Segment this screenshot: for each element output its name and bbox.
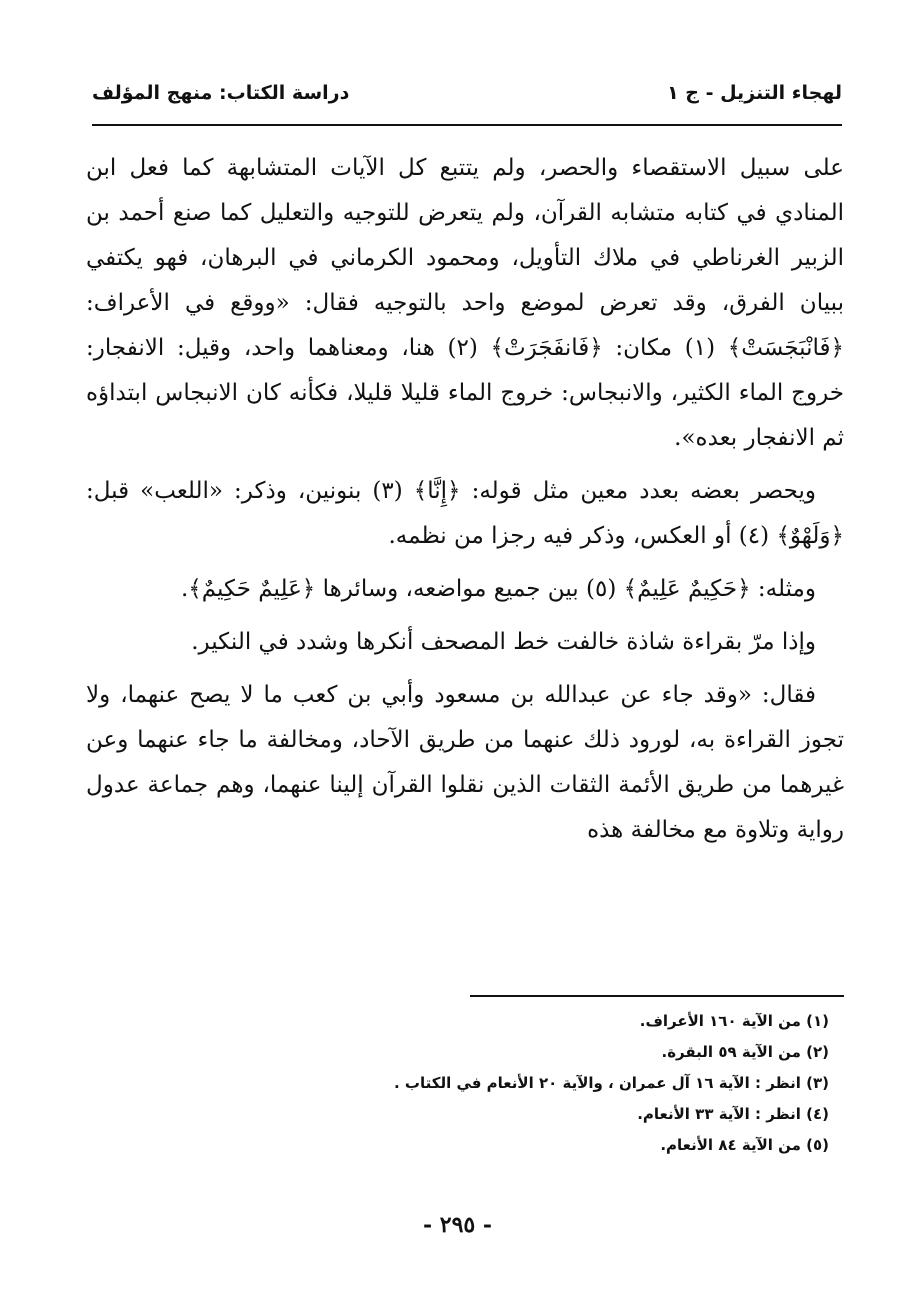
footnote: (١) من الآية ١٦٠ الأعراف.	[639, 1012, 829, 1030]
main-text	[86, 146, 844, 861]
header-divider	[92, 124, 842, 126]
paragraph: على سبيل الاستقصاء والحصر، ولم يتتبع كل الآيات المتشابهة كما فعل ابن المنادي في كتابه متشابه القرآن، ولم يتعرض للتوجيه والتعليل كما صنع أحمد بن الزبير الغرناطي في ملاك التأويل، ومحمود الكرماني في البرهان، فهو يكتفي ببيان الفرق، وقد تعرض لموضع واحد بالتوجيه فقال: «ووقع في الأعراف: ﴿فَانْبَجَسَتْ﴾ (١) مكان: ﴿فَانفَجَرَتْ﴾ (٢) هنا، ومعناهما واحد، وقيل: الانفجار: خروج الماء الكثير، والانبجاس: خروج الماء قليلا قليلا، فكأنه كان الانبجاس ابتداؤه ثم الانفجار بعده».	[86, 155, 845, 451]
footnote-divider	[470, 995, 844, 997]
paragraph: فقال: «وقد جاء عن عبدالله بن مسعود وأبي بن كعب ما لا يصح عنهما، ولا تجوز القراءة به، لورود ذلك عنهما من طريق الآحاد، ومخالفة ما جاء عنهما وعن غيرهما من طريق الأئمة الثقات الذين نقلوا القرآن إلينا عنهما، وهم جماعة عدول رواية وتلاوة مع مخالفة هذه	[86, 682, 844, 843]
running-header	[92, 82, 842, 114]
paragraph: ويحصر بعضه بعدد معين مثل قوله: ﴿إِنَّا﴾ (٣) بنونين، وذكر: «اللعب» قبل: ﴿وَلَهْوٌ﴾ (٤) أو العكس، وذكر فيه رجزا من نظمه.	[86, 478, 844, 549]
header-book-title: لهجاء التنزيل - ج ١	[667, 82, 842, 104]
paragraph: وإذا مرّ بقراءة شاذة خالفت خط المصحف أنكرها وشدد في النكير.	[191, 629, 816, 655]
footnote: (٢) من الآية ٥٩ البقرة.	[661, 1043, 829, 1061]
footnote: (٣) انظر : الآية ١٦ آل عمران ، والآية ٢٠ الأنعام في الكتاب .	[393, 1074, 829, 1092]
header-section-title: دراسة الكتاب: منهج المؤلف	[92, 82, 350, 104]
page-number: - ٢٩٥ -	[422, 1212, 493, 1238]
footnotes	[229, 1006, 829, 1161]
paragraph: ومثله: ﴿حَكِيمٌ عَلِيمٌ﴾ (٥) بين جميع مواضعه، وسائرها ﴿عَلِيمٌ حَكِيمٌ﴾.	[180, 576, 816, 602]
footnote: (٥) من الآية ٨٤ الأنعام.	[660, 1136, 829, 1154]
footnote: (٤) انظر : الآية ٣٣ الأنعام.	[637, 1105, 829, 1123]
